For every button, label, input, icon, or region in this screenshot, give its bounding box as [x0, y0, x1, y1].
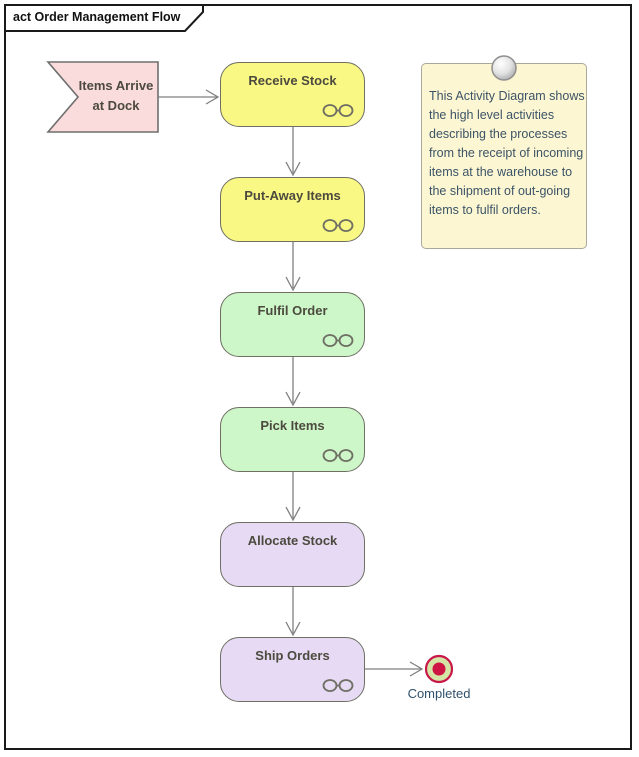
- connector-putaway-to-fulfil[interactable]: [286, 242, 300, 290]
- activity-label: Ship Orders: [255, 648, 330, 663]
- activity-node-pick-items[interactable]: [220, 407, 365, 472]
- final-node-completed[interactable]: [426, 656, 452, 682]
- composite-activity-icon: [321, 217, 355, 234]
- composite-activity-icon: [321, 102, 355, 119]
- frame-title: act Order Management Flow: [13, 10, 181, 24]
- activity-node-put-away-items[interactable]: [220, 177, 365, 242]
- composite-activity-icon: [321, 447, 355, 464]
- composite-activity-icon: [321, 332, 355, 349]
- activity-label: Receive Stock: [248, 73, 337, 88]
- note-line: This Activity Diagram shows: [429, 89, 585, 103]
- note-line: the shipment of out-going: [429, 184, 571, 198]
- activity-node-allocate-stock[interactable]: [220, 522, 365, 587]
- composite-activity-icon: [321, 677, 355, 694]
- note-line: describing the processes: [429, 127, 568, 141]
- activity-label: Pick Items: [260, 418, 325, 433]
- activity-label: Allocate Stock: [247, 533, 338, 548]
- connector-flag-to-receive-stock[interactable]: [158, 90, 218, 104]
- connector-ship-to-final[interactable]: [365, 662, 422, 676]
- activity-node-ship-orders[interactable]: [220, 637, 365, 702]
- note-diagram-description[interactable]: [421, 63, 587, 249]
- note-pin-sphere-icon: [489, 53, 519, 83]
- activity-label: Put-Away Items: [244, 188, 341, 203]
- final-node-label: Completed: [407, 686, 471, 701]
- activity-node-receive-stock[interactable]: [220, 62, 365, 127]
- note-line: items to fulfil orders.: [429, 203, 541, 217]
- activity-label: Fulfil Order: [257, 303, 328, 318]
- connector-pick-to-allocate[interactable]: [286, 472, 300, 520]
- activity-node-fulfil-order[interactable]: [220, 292, 365, 357]
- note-line: the high level activities: [429, 108, 555, 122]
- connector-allocate-to-ship[interactable]: [286, 587, 300, 635]
- connector-receive-to-putaway[interactable]: [286, 127, 300, 175]
- note-line: from the receipt of incoming: [429, 146, 584, 160]
- connector-fulfil-to-pick[interactable]: [286, 357, 300, 405]
- accept-event-label: Items Arrive at Dock: [78, 78, 154, 113]
- note-line: items at the warehouse to: [429, 165, 573, 179]
